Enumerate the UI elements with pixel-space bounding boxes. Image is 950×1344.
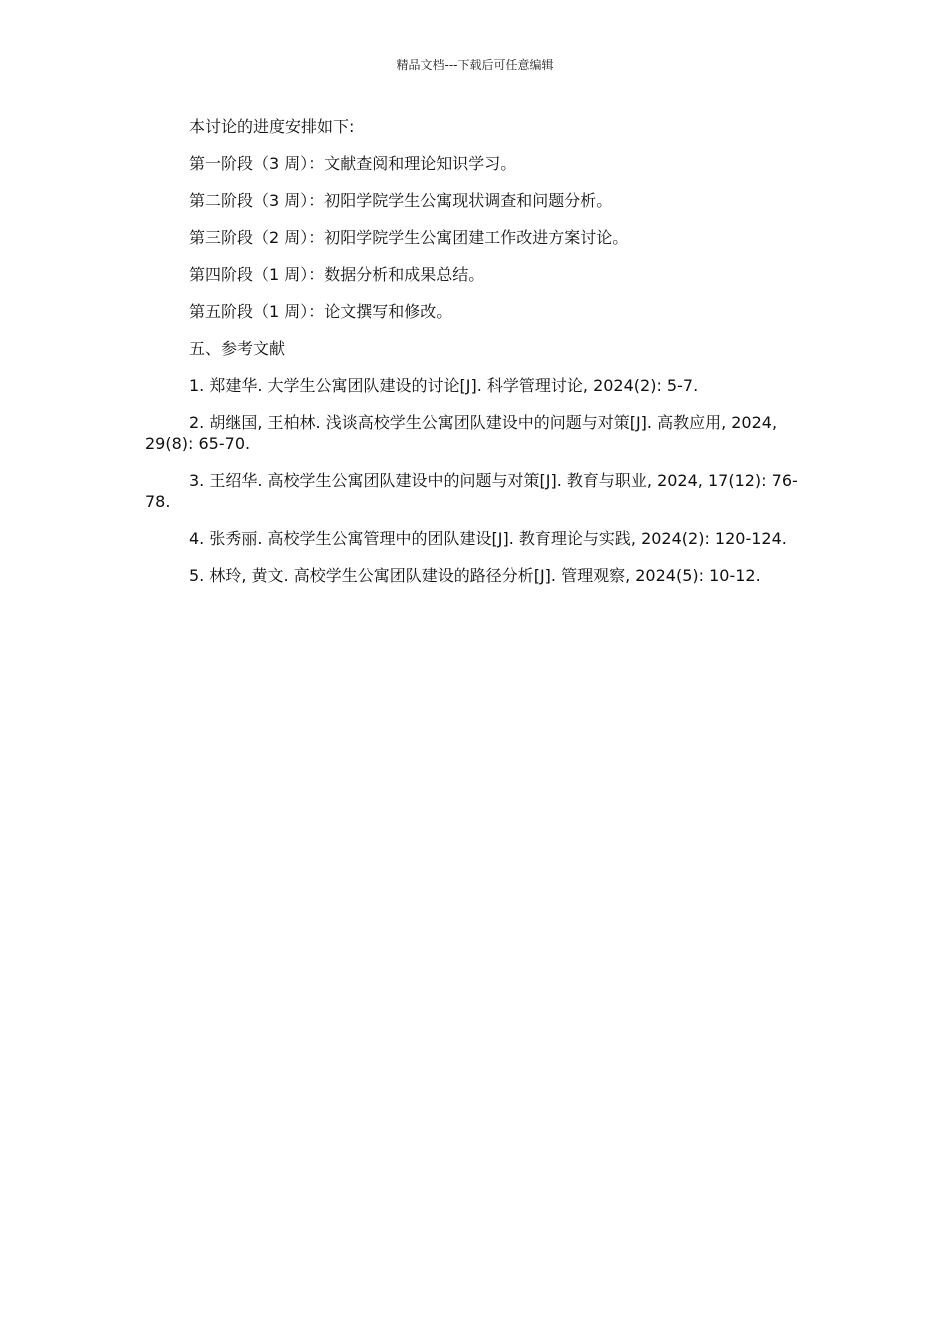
schedule-intro: 本讨论的进度安排如下:	[189, 117, 355, 136]
schedule-phase-3: 第三阶段（2 周）：初阳学院学生公寓团建工作改进方案讨论。	[189, 228, 629, 247]
schedule-phase-5: 第五阶段（1 周）：论文撰写和修改。	[189, 302, 453, 321]
reference-item-2: 2. 胡继国, 王柏林. 浅谈高校学生公寓团队建设中的问题与对策[J]. 高教应用, 2024, 29(8): 65-70.	[145, 413, 778, 453]
schedule-phase-4: 第四阶段（1 周）：数据分析和成果总结。	[189, 265, 485, 284]
reference-item-3: 3. 王绍华. 高校学生公寓团队建设中的问题与对策[J]. 教育与职业, 2024, 17(12): 76-78.	[145, 471, 798, 511]
references-heading: 五、参考文献	[189, 339, 286, 358]
schedule-phase-2: 第二阶段（3 周）：初阳学院学生公寓现状调查和问题分析。	[189, 191, 613, 210]
reference-item-1: 1. 郑建华. 大学生公寓团队建设的讨论[J]. 科学管理讨论, 2024(2): 5-7.	[189, 376, 699, 395]
schedule-phase-1: 第一阶段（3 周）：文献查阅和理论知识学习。	[189, 154, 517, 173]
document-body	[145, 116, 810, 602]
page-header: 精品文档---下载后可任意编辑	[396, 58, 554, 72]
reference-item-5: 5. 林玲, 黄文. 高校学生公寓团队建设的路径分析[J]. 管理观察, 2024(5): 10-12.	[189, 566, 761, 585]
reference-item-4: 4. 张秀丽. 高校学生公寓管理中的团队建设[J]. 教育理论与实践, 2024(2): 120-124.	[189, 529, 787, 548]
